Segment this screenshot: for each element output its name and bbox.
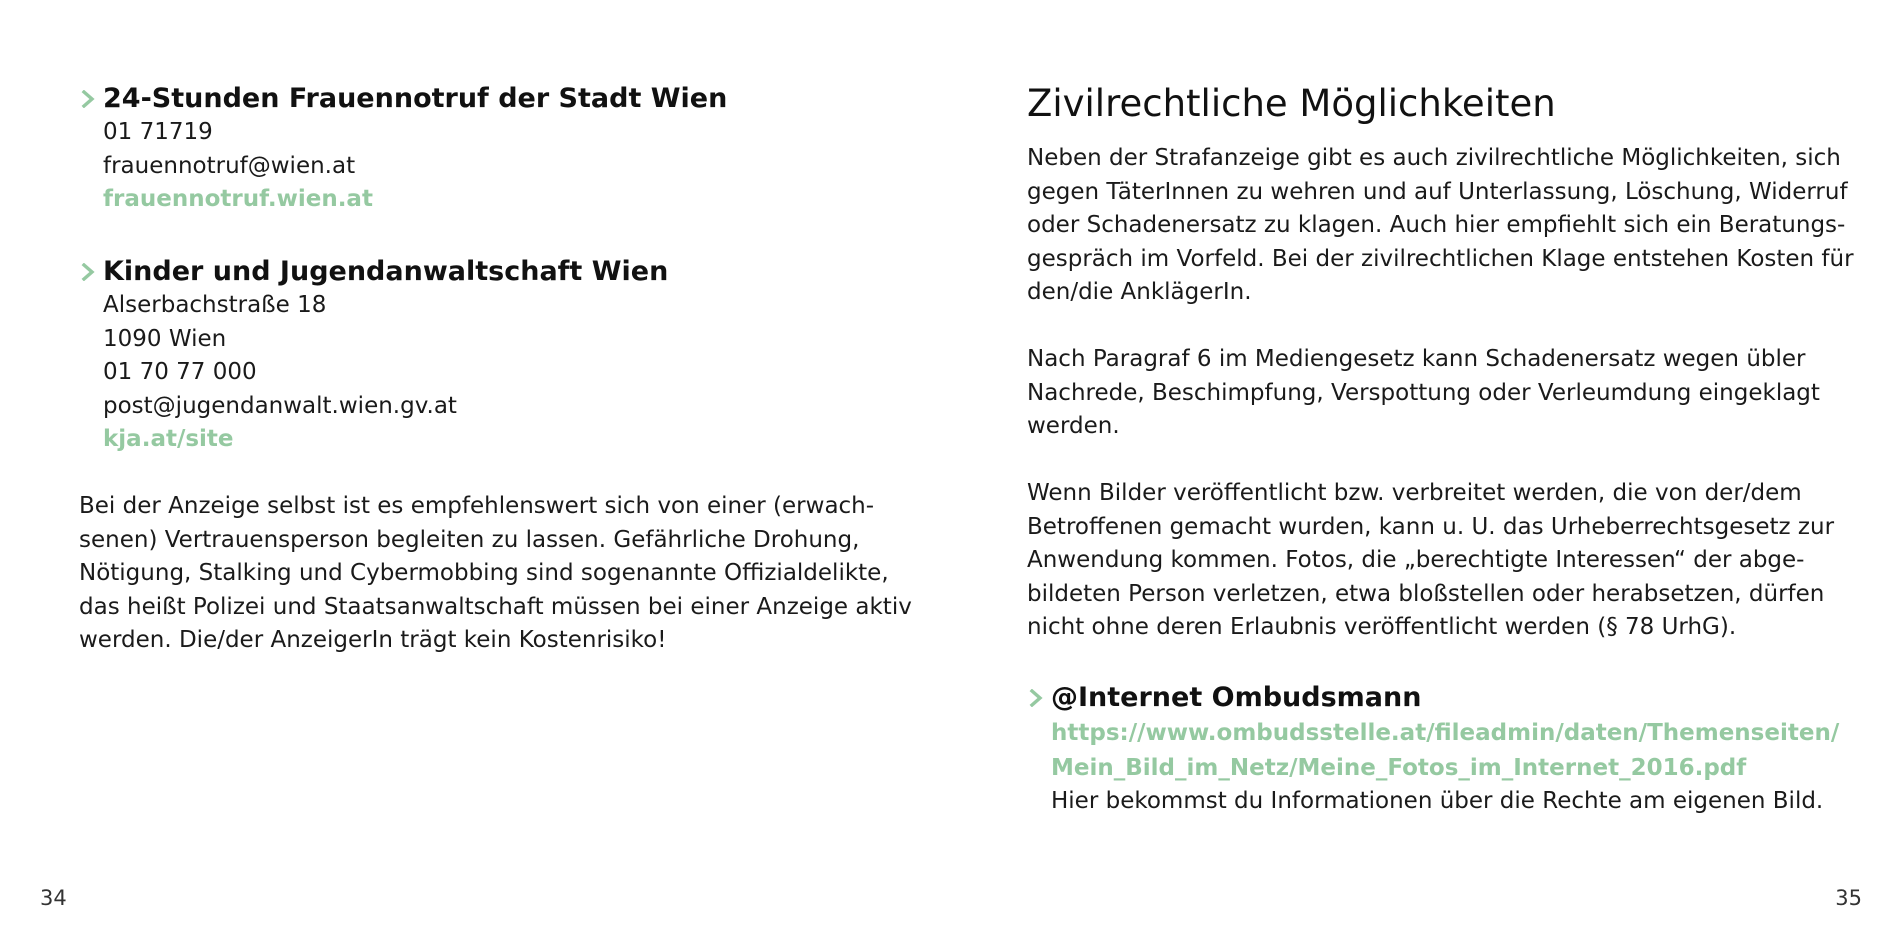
email-address: post@jugendanwalt.wien.gv.at — [103, 392, 457, 419]
chevron-right-icon — [79, 263, 97, 281]
paragraph-line: bildeten Person verletzen, etwa bloßstellen oder herabsetzen, dürfen — [1027, 580, 1825, 607]
paragraph-line: den/die AnklägerIn. — [1027, 279, 1252, 305]
body-paragraph-3 — [1027, 477, 1867, 645]
entry-title: 24-Stunden Frauennotruf der Stadt Wien — [103, 82, 883, 116]
paragraph-line: oder Schadenersatz zu klagen. Auch hier empfiehlt sich ein Beratungs- — [1027, 212, 1846, 238]
paragraph-line: senen) Vertrauensperson begleiten zu lassen. Gefährliche Drohung, — [79, 526, 860, 553]
chevron-right-icon — [1027, 689, 1045, 707]
chevron-right-icon — [79, 90, 97, 108]
paragraph-line: werden. — [1027, 413, 1120, 439]
contact-entry-frauennotruf — [103, 82, 883, 217]
paragraph-line: Neben der Strafanzeige gibt es auch zivilrechtliche Möglichkeiten, sich — [1027, 145, 1841, 171]
entry-title: @Internet Ombudsmann — [1051, 681, 1831, 715]
phone-number: 01 70 77 000 — [103, 359, 257, 385]
paragraph-line: Betroffenen gemacht wurden, kann u. U. das Urheberrechtsgesetz zur — [1027, 513, 1835, 540]
paragraph-line: Bei der Anzeige selbst ist es empfehlenswert sich von einer (erwach- — [79, 493, 875, 519]
paragraph-line: nicht ohne deren Erlaubnis veröffentlicht werden (§ 78 UrhG). — [1027, 614, 1737, 640]
contact-entry-ombudsmann — [1051, 681, 1840, 819]
body-paragraph-1 — [1027, 142, 1867, 310]
phone-number: 01 71719 — [103, 119, 213, 145]
paragraph-line: Nötigung, Stalking und Cybermobbing sind sogenannte Offizialdelikte, — [79, 560, 889, 586]
paragraph-line: Nachrede, Beschimpfung, Verspottung oder Verleumdung eingeklagt — [1027, 379, 1820, 406]
paragraph-line: werden. Die/der AnzeigerIn trägt kein Kostenrisiko! — [79, 627, 667, 653]
city-address: 1090 Wien — [103, 325, 227, 352]
body-paragraph — [79, 490, 919, 658]
right-page — [945, 0, 1890, 945]
page-number: 35 — [1835, 886, 1862, 910]
contact-entry-kja — [103, 255, 883, 457]
paragraph-line: Nach Paragraf 6 im Mediengesetz kann Schadenersatz wegen übler — [1027, 346, 1806, 372]
paragraph-line: gegen TäterInnen zu wehren und auf Unterlassung, Löschung, Widerruf — [1027, 178, 1848, 205]
paragraph-line: das heißt Polizei und Staatsanwaltschaft müssen bei einer Anzeige aktiv — [79, 593, 912, 620]
paragraph-line: gespräch im Vorfeld. Bei der zivilrechtlichen Klage entstehen Kosten für — [1027, 245, 1854, 272]
pdf-link-line-1[interactable]: https://www.ombudsstelle.at/fileadmin/daten/Themenseiten/ — [1051, 720, 1840, 746]
email-address: frauennotruf@wien.at — [103, 152, 356, 179]
section-heading: Zivilrechtliche Möglichkeiten — [1027, 82, 1556, 125]
paragraph-line: Wenn Bilder veröffentlicht bzw. verbreitet werden, die von der/dem — [1027, 480, 1802, 506]
paragraph-line: Anwendung kommen. Fotos, die „berechtigte Interessen“ der abge- — [1027, 547, 1805, 573]
pdf-link-line-2[interactable]: Mein_Bild_im_Netz/Meine_Fotos_im_Internet_2016.pdf — [1051, 755, 1747, 781]
page-number: 34 — [40, 886, 67, 910]
entry-description: Hier bekommst du Informationen über die Rechte am eigenen Bild. — [1051, 788, 1824, 814]
body-paragraph-2 — [1027, 343, 1867, 444]
street-address: Alserbachstraße 18 — [103, 292, 327, 318]
entry-title: Kinder und Jugendanwaltschaft Wien — [103, 255, 883, 289]
website-link[interactable]: frauennotruf.wien.at — [103, 186, 373, 212]
website-link[interactable]: kja.at/site — [103, 426, 234, 452]
